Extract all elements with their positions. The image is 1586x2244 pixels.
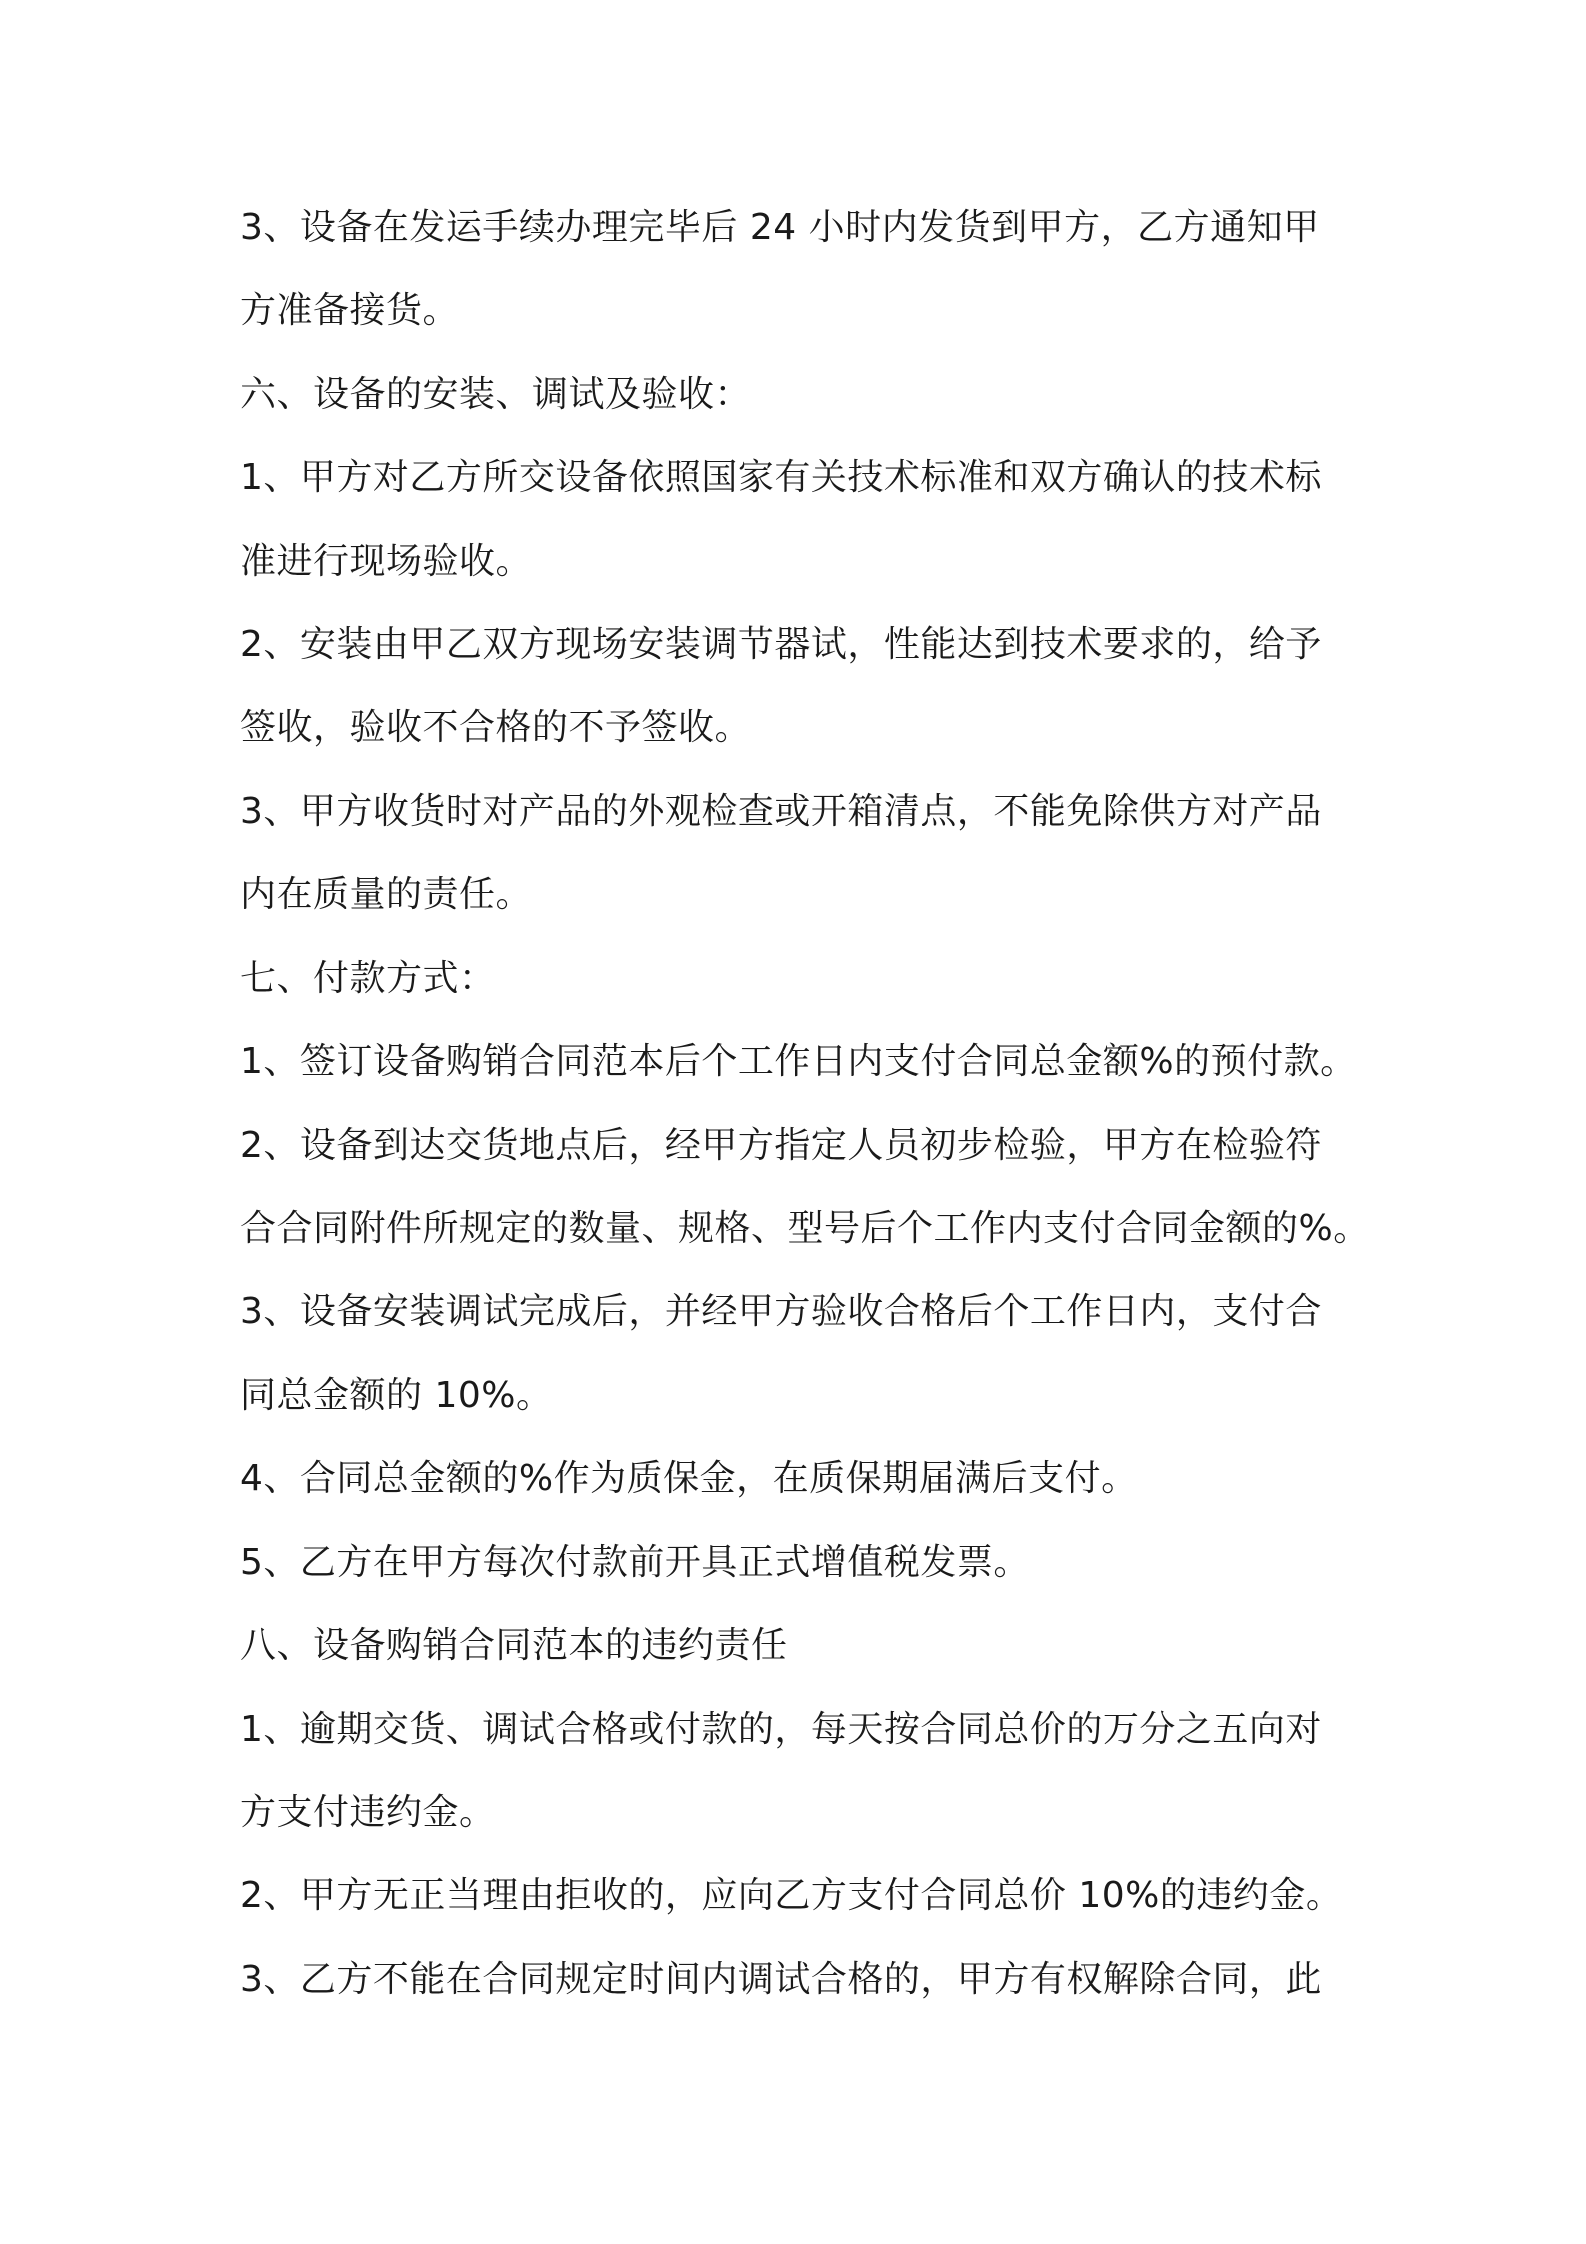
text-line-payment-item-1: 1、签订设备购销合同范本后个工作日内支付合同总金额%的预付款。 [240, 1041, 1357, 1082]
text-line-delivery-item-3-cont: 方准备接货。 [240, 290, 460, 331]
text-line-breach-item-2: 2、甲方无正当理由拒收的，应向乙方支付合同总价 10%的违约金。 [240, 1875, 1343, 1916]
section-heading-payment: 七、付款方式： [240, 958, 496, 999]
text-line-delivery-item-3: 3、设备在发运手续办理完毕后 24 小时内发货到甲方，乙方通知甲 [240, 207, 1320, 248]
text-line-installation-item-1-cont: 准进行现场验收。 [240, 541, 533, 582]
text-line-breach-item-1-cont: 方支付违约金。 [240, 1792, 496, 1833]
section-heading-installation: 六、设备的安装、调试及验收： [240, 374, 752, 415]
text-line-payment-item-2: 2、设备到达交货地点后，经甲方指定人员初步检验，甲方在检验符 [240, 1125, 1322, 1166]
text-line-installation-item-3: 3、甲方收货时对产品的外观检查或开箱清点，不能免除供方对产品 [240, 791, 1322, 832]
text-line-payment-item-3-cont: 同总金额的 10%。 [240, 1375, 553, 1416]
text-line-breach-item-1: 1、逾期交货、调试合格或付款的，每天按合同总价的万分之五向对 [240, 1709, 1322, 1750]
section-heading-breach: 八、设备购销合同范本的违约责任 [240, 1625, 788, 1666]
text-line-installation-item-2: 2、安装由甲乙双方现场安装调节器试，性能达到技术要求的，给予 [240, 624, 1322, 665]
text-line-installation-item-3-cont: 内在质量的责任。 [240, 874, 533, 915]
text-line-payment-item-2-cont: 合合同附件所规定的数量、规格、型号后个工作内支付合同金额的%。 [240, 1208, 1370, 1249]
text-line-installation-item-2-cont: 签收，验收不合格的不予签收。 [240, 707, 752, 748]
text-line-installation-item-1: 1、甲方对乙方所交设备依照国家有关技术标准和双方确认的技术标 [240, 457, 1322, 498]
text-line-breach-item-3: 3、乙方不能在合同规定时间内调试合格的，甲方有权解除合同，此 [240, 1959, 1322, 2000]
text-line-payment-item-5: 5、乙方在甲方每次付款前开具正式增值税发票。 [240, 1542, 1030, 1583]
text-line-payment-item-3: 3、设备安装调试完成后，并经甲方验收合格后个工作日内，支付合 [240, 1291, 1322, 1332]
text-line-payment-item-4: 4、合同总金额的%作为质保金，在质保期届满后支付。 [240, 1458, 1138, 1499]
